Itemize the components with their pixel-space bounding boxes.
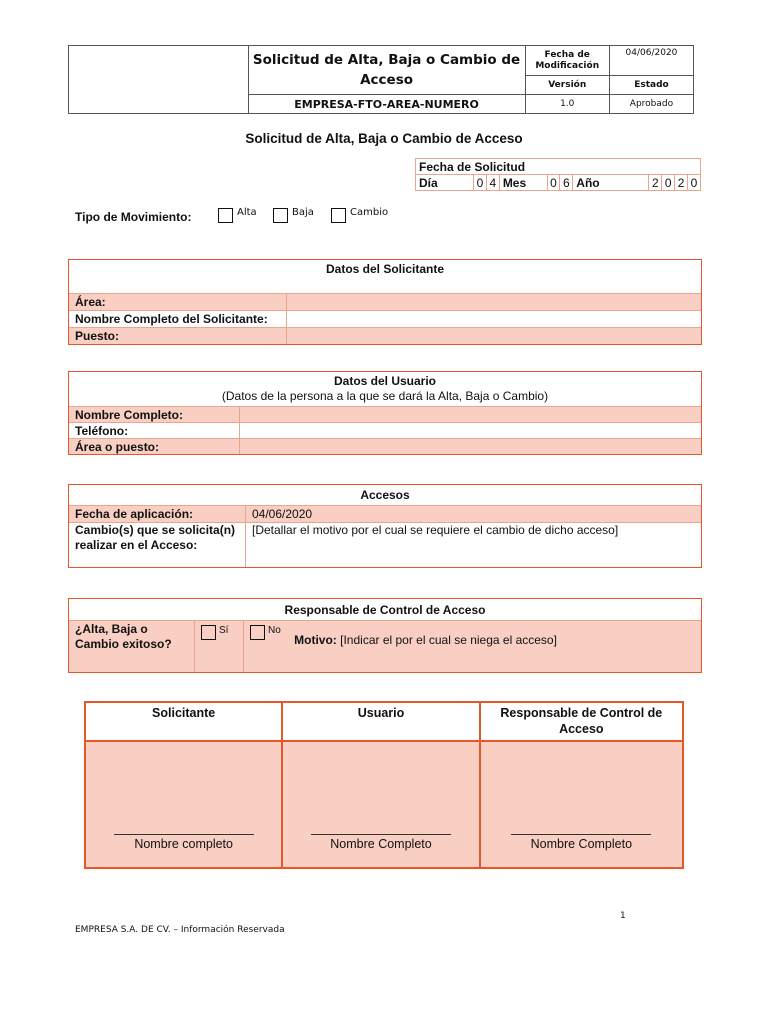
telefono-field[interactable] — [240, 423, 702, 439]
anio-digit[interactable]: 0 — [662, 175, 675, 191]
document-code: EMPRESA-FTO-AREA-NUMERO — [248, 95, 525, 114]
nombre-usuario-field[interactable] — [240, 407, 702, 423]
responsable-title: Responsable de Control de Acceso — [284, 602, 486, 617]
usuario-section — [68, 371, 702, 455]
firma-responsable-caption: Nombre Completo — [530, 837, 633, 851]
firma-usuario-caption: Nombre Completo — [330, 837, 432, 851]
anio-digit[interactable]: 0 — [688, 175, 701, 191]
area-puesto-field[interactable] — [240, 439, 702, 455]
dia-digit[interactable]: 0 — [474, 175, 487, 191]
checkbox-baja[interactable] — [273, 208, 288, 223]
option-no-label: No — [268, 625, 281, 636]
option-alta[interactable] — [218, 208, 257, 223]
area-puesto-label: Área o puesto: — [69, 439, 240, 455]
nombre-solicitante-label: Nombre Completo del Solicitante: — [69, 311, 287, 328]
cambio-label: Cambio(s) que se solicita(n) realizar en el Acceso: — [69, 523, 246, 568]
firma-solicitante-box[interactable] — [85, 741, 282, 868]
firma-solicitante-caption: Nombre completo — [134, 837, 233, 851]
option-cambio-label: Cambio — [350, 207, 389, 218]
checkbox-si[interactable] — [201, 625, 216, 640]
firma-solicitante-header: Solicitante — [85, 702, 282, 741]
signature-line — [311, 834, 451, 835]
mes-digit[interactable]: 0 — [547, 175, 560, 191]
fecha-mod-label: Fecha de Modificación — [525, 46, 609, 76]
mes-label: Mes — [499, 175, 547, 191]
fecha-mod-value: 04/06/2020 — [609, 46, 693, 76]
page-number: 1 — [620, 911, 626, 921]
page-title: Solicitud de Alta, Baja o Cambio de Acceso — [245, 131, 523, 146]
signature-line — [114, 834, 254, 835]
header-title: Solicitud de Alta, Baja o Cambio de Acceso — [248, 46, 525, 95]
signature-line — [511, 834, 651, 835]
anio-digit[interactable]: 2 — [649, 175, 662, 191]
anio-label: Año — [573, 175, 649, 191]
dia-digit[interactable]: 4 — [486, 175, 499, 191]
fecha-solicitud-table — [415, 158, 701, 191]
puesto-field[interactable] — [287, 328, 702, 345]
option-baja[interactable] — [273, 208, 314, 223]
option-si-label: Sí — [219, 625, 229, 636]
estado-label: Estado — [609, 76, 693, 95]
exito-question: ¿Alta, Baja o Cambio exitoso? — [69, 621, 195, 673]
version-value: 1.0 — [525, 95, 609, 114]
option-si[interactable] — [195, 621, 244, 673]
area-label: Área: — [69, 294, 287, 311]
solicitante-section — [68, 259, 702, 345]
document-header — [68, 45, 694, 114]
logo-area — [69, 46, 249, 114]
option-baja-label: Baja — [292, 207, 314, 218]
responsable-section — [68, 598, 702, 673]
puesto-label: Puesto: — [69, 328, 287, 345]
nombre-usuario-label: Nombre Completo: — [69, 407, 240, 423]
motivo-cell[interactable] — [244, 621, 702, 673]
nombre-solicitante-field[interactable] — [287, 311, 702, 328]
footer-text: EMPRESA S.A. DE CV. – Información Reservada — [75, 925, 285, 935]
usuario-header — [69, 372, 701, 407]
checkbox-alta[interactable] — [218, 208, 233, 223]
solicitante-title: Datos del Solicitante — [325, 262, 445, 276]
option-alta-label: Alta — [237, 207, 257, 218]
mes-digit[interactable]: 6 — [560, 175, 573, 191]
telefono-label: Teléfono: — [69, 423, 240, 439]
tipo-movimiento-label: Tipo de Movimiento: — [75, 210, 192, 224]
motivo-value[interactable]: [Indicar el por el cual se niega el acceso] — [340, 633, 557, 647]
area-field[interactable] — [287, 294, 702, 311]
firma-responsable-box[interactable] — [480, 741, 683, 868]
usuario-subtitle: (Datos de la persona a la que se dará la Alta, Baja o Cambio) — [221, 389, 549, 403]
version-label: Versión — [525, 76, 609, 95]
firma-usuario-box[interactable] — [282, 741, 479, 868]
anio-digit[interactable]: 2 — [675, 175, 688, 191]
estado-value: Aprobado — [609, 95, 693, 114]
firma-usuario-header: Usuario — [282, 702, 479, 741]
fecha-solicitud-title: Fecha de Solicitud — [416, 159, 701, 175]
firma-responsable-header: Responsable de Control de Acceso — [480, 702, 683, 741]
motivo-label: Motivo: — [294, 633, 337, 647]
option-cambio[interactable] — [331, 208, 388, 223]
accesos-title: Accesos — [360, 488, 410, 502]
checkbox-no[interactable] — [250, 625, 265, 640]
accesos-section — [68, 484, 702, 568]
cambio-value[interactable]: [Detallar el motivo por el cual se requiere el cambio de dicho acceso] — [246, 523, 702, 568]
fecha-aplicacion-value[interactable]: 04/06/2020 — [246, 506, 702, 523]
signature-table — [84, 701, 684, 869]
checkbox-cambio[interactable] — [331, 208, 346, 223]
dia-label: Día — [416, 175, 474, 191]
usuario-title: Datos del Usuario — [333, 374, 437, 388]
fecha-aplicacion-label: Fecha de aplicación: — [69, 506, 246, 523]
